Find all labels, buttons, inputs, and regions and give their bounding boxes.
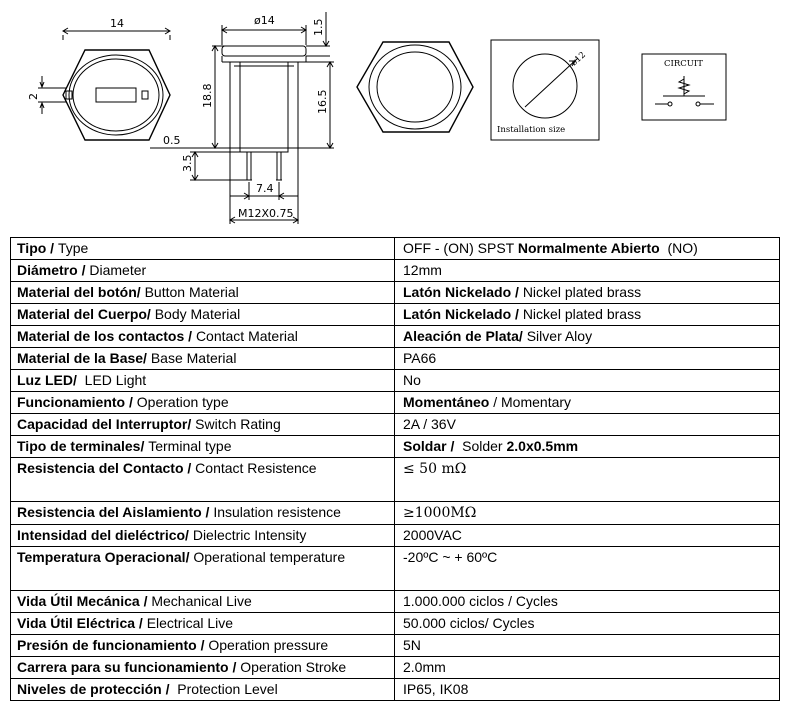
spec-value-text: ≤ 50 mΩ [403, 461, 467, 477]
spec-value-cell [395, 238, 780, 260]
spec-label-en: Operation type [136, 394, 229, 410]
spec-value-cell [395, 260, 780, 282]
install-diameter-label: ø12 [569, 50, 588, 69]
spec-row [11, 547, 780, 591]
spec-row [11, 635, 780, 657]
spec-label-cell [11, 348, 395, 370]
spec-value-text: Momentáneo [403, 394, 490, 410]
spec-label-cell [11, 370, 395, 392]
spec-value-text: Nickel plated brass [522, 284, 642, 300]
spec-label-en: Switch Rating [195, 416, 281, 432]
terminal-length-label: 3.5 [181, 154, 194, 172]
spec-label-es: Material del botón/ [17, 284, 145, 300]
spec-label-en: Mechanical Live [151, 593, 252, 609]
spec-table-body [11, 238, 780, 701]
spec-value-cell [395, 591, 780, 613]
spec-value-text: 2.0x0.5mm [506, 438, 579, 454]
spec-value-cell [395, 525, 780, 547]
spec-label-cell [11, 679, 395, 701]
spec-label-cell [11, 525, 395, 547]
spec-value-text: No [403, 372, 421, 388]
spec-value-text: 12mm [403, 262, 442, 278]
spec-label-es: Tipo / [17, 240, 58, 256]
spec-label-cell [11, 326, 395, 348]
spec-value-cell [395, 679, 780, 701]
spec-value-text: 2A / 36V [403, 416, 456, 432]
spec-label-cell [11, 238, 395, 260]
spec-label-en: Button Material [144, 284, 239, 300]
spec-label-en: Type [57, 240, 89, 256]
terminal-spacing-label: 7.4 [256, 182, 274, 195]
spec-label-es: Resistencia del Aislamiento / [17, 504, 214, 520]
spec-value-text: 2000VAC [403, 527, 462, 543]
spec-row [11, 304, 780, 326]
spec-label-en: Operation Stroke [240, 659, 347, 675]
spec-label-en: Diameter [89, 262, 147, 278]
spec-value-text: Aleación de Plata/ [403, 328, 527, 344]
spec-label-en: Contact Material [195, 328, 298, 344]
spec-label-es: Funcionamiento / [17, 394, 137, 410]
spec-label-cell [11, 591, 395, 613]
spec-value-cell [395, 458, 780, 502]
spec-value-cell [395, 304, 780, 326]
spec-value-cell [395, 414, 780, 436]
spec-label-cell [11, 414, 395, 436]
spec-row [11, 458, 780, 502]
spec-value-text: 2.0mm [403, 659, 446, 675]
spec-label-cell [11, 613, 395, 635]
spec-value-cell [395, 436, 780, 458]
spec-value-text: 1.000.000 ciclos / Cycles [403, 593, 558, 609]
spec-value-text: Silver Aloy [526, 328, 593, 344]
spec-value-text: Soldar / [403, 438, 459, 454]
spec-row [11, 613, 780, 635]
spec-row [11, 679, 780, 701]
spec-value-text: Nickel plated brass [522, 306, 642, 322]
spec-label-es: Luz LED/ [17, 372, 81, 388]
spec-row [11, 238, 780, 260]
spec-value-text: -20ºC ~ + 60ºC [403, 549, 498, 565]
spec-label-es: Material de la Base/ [17, 350, 151, 366]
spec-row [11, 525, 780, 547]
spec-label-es: Capacidad del Interruptor/ [17, 416, 196, 432]
spec-value-cell [395, 348, 780, 370]
spec-label-es: Intensidad del dieléctrico/ [17, 527, 193, 543]
spec-value-text: 50.000 ciclos/ Cycles [403, 615, 535, 631]
spec-label-es: Presión de funcionamiento / [17, 637, 209, 653]
top-view-drawing [38, 28, 170, 140]
head-height-label: 1.5 [312, 18, 325, 36]
spec-table [10, 237, 780, 701]
spec-label-en: Contact Resistence [195, 460, 317, 476]
spec-row [11, 591, 780, 613]
spec-label-en: Electrical Live [146, 615, 234, 631]
spec-value-cell [395, 635, 780, 657]
spec-label-en: Terminal type [148, 438, 232, 454]
spec-value-cell [395, 326, 780, 348]
spec-label-es: Temperatura Operacional/ [17, 549, 194, 565]
spec-value-text: PA66 [403, 350, 437, 366]
spec-row [11, 260, 780, 282]
spec-label-es: Carrera para su funcionamiento / [17, 659, 241, 675]
spec-label-cell [11, 502, 395, 525]
spec-label-es: Material de los contactos / [17, 328, 196, 344]
spec-label-cell [11, 635, 395, 657]
spec-label-cell [11, 392, 395, 414]
spec-row [11, 436, 780, 458]
slot-width-label: 2 [27, 93, 40, 100]
spec-row [11, 392, 780, 414]
total-height-label: 18.8 [201, 83, 214, 108]
spec-label-es: Vida Útil Mecánica / [17, 593, 152, 609]
front-view-drawing [357, 42, 473, 132]
spec-label-cell [11, 657, 395, 679]
spec-label-en: Operation pressure [208, 637, 329, 653]
spec-value-cell [395, 392, 780, 414]
top-width-label: 14 [110, 17, 124, 30]
spec-label-en: Protection Level [173, 681, 278, 697]
spec-value-text: 5N [403, 637, 421, 653]
installation-caption: Installation size [497, 125, 566, 135]
thread-label: M12X0.75 [238, 207, 294, 220]
side-view-drawing [150, 12, 334, 224]
spec-label-en: Base Material [150, 350, 237, 366]
spec-value-text: Normalmente Abierto [517, 240, 660, 256]
spec-label-cell [11, 458, 395, 502]
body-height-label: 16.5 [316, 89, 329, 114]
spec-label-en: Insulation resistence [213, 504, 341, 520]
spec-label-es: Material del Cuerpo/ [17, 306, 155, 322]
spec-label-cell [11, 436, 395, 458]
spec-value-text: Latón Nickelado / [403, 306, 523, 322]
spec-label-es: Niveles de protección / [17, 681, 174, 697]
spec-label-en: Body Material [154, 306, 241, 322]
spec-label-cell [11, 260, 395, 282]
spec-value-text: IP65, IK08 [403, 681, 469, 697]
offset-label: 0.5 [163, 134, 181, 147]
spec-label-es: Tipo de terminales/ [17, 438, 149, 454]
spec-label-en: Operational temperature [193, 549, 346, 565]
spec-label-en: LED Light [80, 372, 147, 388]
spec-row [11, 414, 780, 436]
spec-label-en: Dielectric Intensity [192, 527, 307, 543]
spec-value-cell [395, 282, 780, 304]
spec-label-cell [11, 304, 395, 326]
spec-value-cell [395, 547, 780, 591]
spec-value-cell [395, 502, 780, 525]
spec-label-es: Diámetro / [17, 262, 90, 278]
spec-label-es: Vida Útil Eléctrica / [17, 615, 147, 631]
spec-value-text: OFF - (ON) SPST [403, 240, 518, 256]
spec-value-cell [395, 370, 780, 392]
spec-value-text: Latón Nickelado / [403, 284, 523, 300]
technical-drawings [0, 0, 789, 236]
spec-label-cell [11, 282, 395, 304]
spec-value-cell [395, 657, 780, 679]
spec-row [11, 326, 780, 348]
spec-row [11, 348, 780, 370]
spec-value-text: (NO) [659, 240, 698, 256]
spec-label-cell [11, 547, 395, 591]
spec-value-text: / Momentary [489, 394, 572, 410]
spec-label-es: Resistencia del Contacto / [17, 460, 196, 476]
spec-row [11, 282, 780, 304]
drawings-svg [0, 0, 789, 236]
spec-row [11, 657, 780, 679]
spec-row [11, 502, 780, 525]
spec-value-text: Solder [458, 438, 507, 454]
spec-value-cell [395, 613, 780, 635]
spec-value-text: ≥1000MΩ [403, 505, 477, 521]
diameter-14-label: ø14 [254, 14, 275, 27]
spec-row [11, 370, 780, 392]
circuit-title: CIRCUIT [664, 59, 703, 69]
